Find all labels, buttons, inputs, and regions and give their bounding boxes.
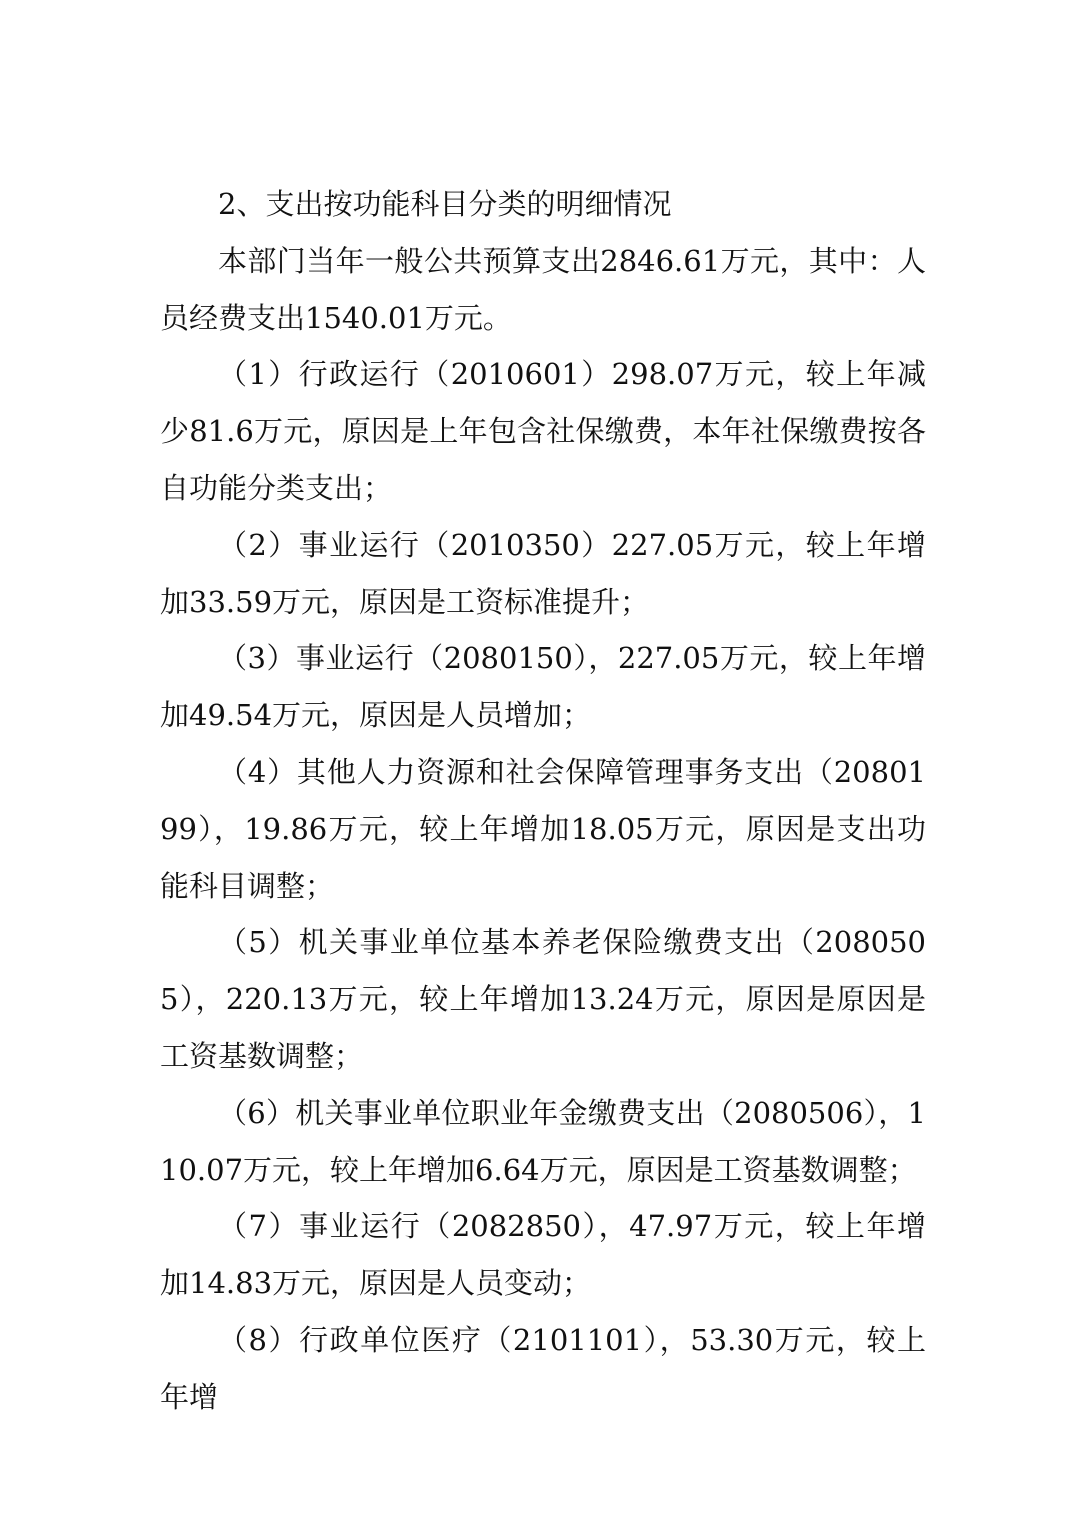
paragraph-item-2: （2）事业运行（2010350）227.05万元，较上年增加33.59万元，原因是工资标准提升； xyxy=(160,527,926,619)
paragraph-item-8: （8）行政单位医疗（2101101），53.30万元，较上年增 xyxy=(160,1322,926,1414)
paragraph-item-6: （6）机关事业单位职业年金缴费支出（2080506），110.07万元，较上年增加6.64万元，原因是工资基数调整； xyxy=(160,1095,926,1187)
paragraph-total-expenditure: 本部门当年一般公共预算支出2846.61万元，其中：人员经费支出1540.01万元。 xyxy=(160,243,926,335)
section-heading: 2、支出按功能科目分类的明细情况 xyxy=(218,187,672,221)
paragraph-item-7: （7）事业运行（2082850），47.97万元，较上年增加14.83万元，原因是人员变动； xyxy=(160,1209,926,1301)
paragraph-item-1: （1）行政运行（2010601）298.07万元，较上年减少81.6万元，原因是上年包含社保缴费，本年社保缴费按各自功能分类支出； xyxy=(160,357,926,505)
paragraph-item-5: （5）机关事业单位基本养老保险缴费支出（2080505），220.13万元，较上年增加13.24万元，原因是原因是工资基数调整； xyxy=(160,925,926,1073)
document-body xyxy=(160,176,926,1426)
paragraph-item-3: （3）事业运行（2080150），227.05万元，较上年增加49.54万元，原因是人员增加； xyxy=(160,641,926,733)
paragraph-item-4: （4）其他人力资源和社会保障管理事务支出（2080199），19.86万元，较上年增加18.05万元，原因是支出功能科目调整； xyxy=(160,754,926,903)
